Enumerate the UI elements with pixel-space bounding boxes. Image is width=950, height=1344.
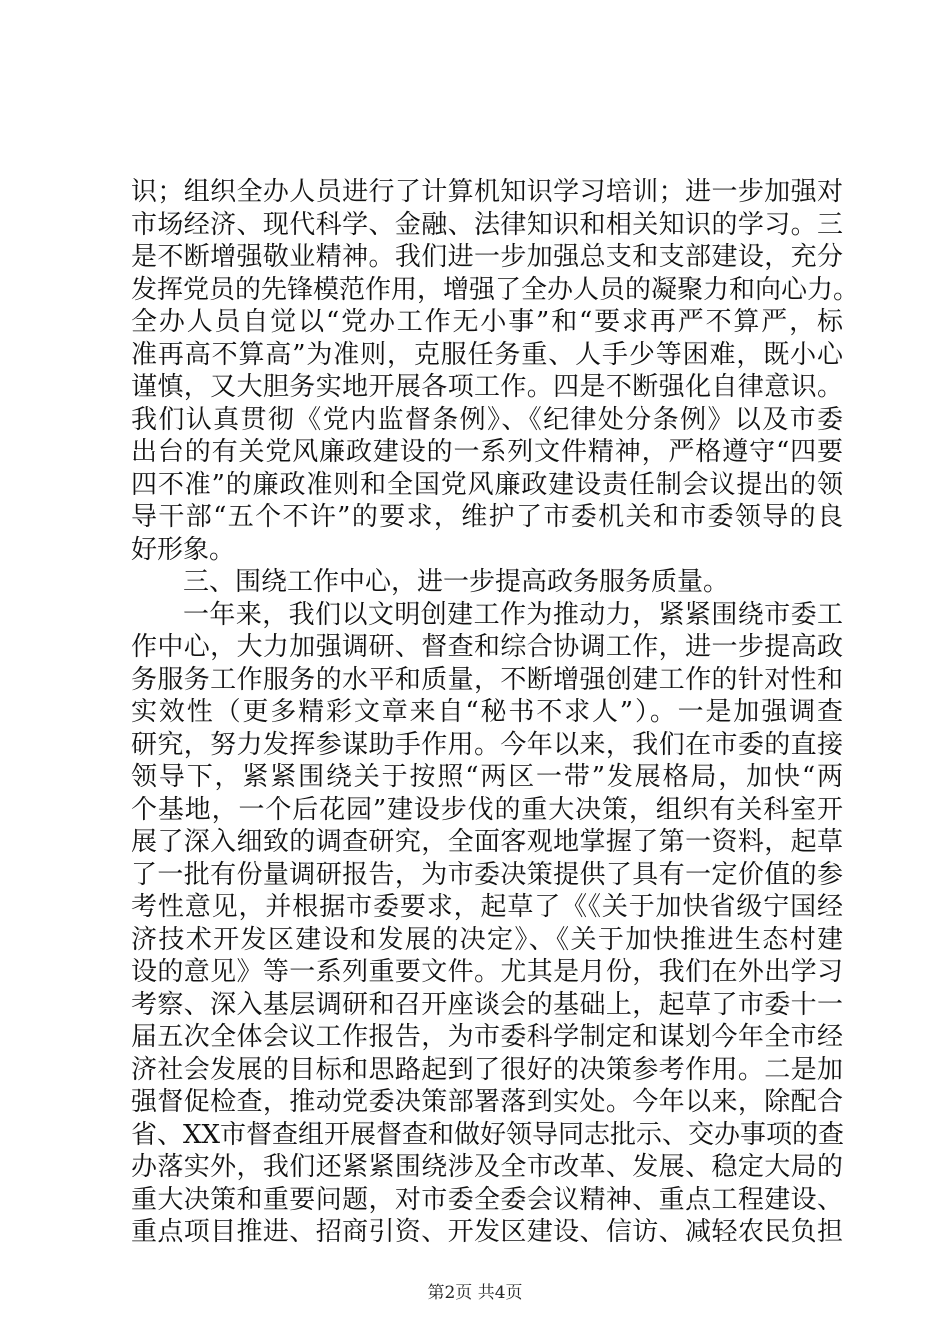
- text-line: 四不准”的廉政准则和全国党风廉政建设责任制会议提出的领: [131, 469, 843, 500]
- text-line: 作中心，大力加强调研、督查和综合协调工作，进一步提高政: [131, 632, 843, 662]
- body-text: [131, 176, 860, 1249]
- text-line: 全办人员自觉以“党办工作无小事”和“要求再严不算严，标: [131, 307, 843, 337]
- text-line: 研究，努力发挥参谋助手作用。今年以来，我们在市委的直接: [131, 729, 843, 760]
- text-line: 领导下，紧紧围绕关于按照“两区一带”发展格局，加快“两: [131, 762, 843, 792]
- text-line: 准再高不算高”为准则，克服任务重、人手少等困难，既小心: [131, 339, 843, 370]
- text-line: 出台的有关党风廉政建设的一系列文件精神，严格遵守“四要: [131, 437, 843, 467]
- text-line: 考性意见，并根据市委要求，起草了《《关于加快省级宁国经: [131, 892, 843, 922]
- text-line: 实效性（更多精彩文章来自“秘书不求人”）。一是加强调查: [131, 697, 843, 727]
- text-line: 谨慎，又大胆务实地开展各项工作。四是不断强化自律意识。: [131, 372, 843, 402]
- text-line: 重点项目推进、招商引资、开发区建设、信访、减轻农民负担: [131, 1217, 843, 1247]
- text-line: 了一批有份量调研报告，为市委决策提供了具有一定价值的参: [131, 859, 843, 890]
- text-line: 济技术开发区建设和发展的决定》、《关于加快推进生态村建: [131, 924, 843, 955]
- text-line: 识；组织全办人员进行了计算机知识学习培训；进一步加强对: [131, 177, 843, 207]
- text-line: 导干部“五个不许”的要求，维护了市委机关和市委领导的良: [131, 502, 843, 532]
- text-line: 务服务工作服务的水平和质量，不断增强创建工作的针对性和: [131, 664, 843, 695]
- text-line: 一年来，我们以文明创建工作为推动力，紧紧围绕市委工: [183, 599, 843, 630]
- text-line: 济社会发展的目标和思路起到了很好的决策参考作用。二是加: [131, 1054, 843, 1085]
- text-line: 办落实外，我们还紧紧围绕涉及全市改革、发展、稳定大局的: [131, 1152, 843, 1182]
- text-line: 个基地，一个后花园”建设步伐的重大决策，组织有关科室开: [131, 794, 843, 825]
- text-line: 是不断增强敬业精神。我们进一步加强总支和支部建设，充分: [131, 242, 843, 272]
- text-line: 我们认真贯彻《党内监督条例》、《纪律处分条例》以及市委: [131, 404, 843, 435]
- text-line: 重大决策和重要问题，对市委全委会议精神、重点工程建设、: [131, 1184, 843, 1215]
- text-line: 发挥党员的先锋模范作用，增强了全办人员的凝聚力和向心力。: [131, 274, 860, 305]
- text-line: 强督促检查，推动党委决策部署落到实处。今年以来，除配合: [131, 1087, 843, 1117]
- page-number: 第2页 共4页: [427, 1283, 523, 1303]
- text-line: 好形象。: [131, 534, 236, 565]
- text-line: 展了深入细致的调查研究，全面客观地掌握了第一资料，起草: [131, 827, 843, 857]
- text-line: 届五次全体会议工作报告，为市委科学制定和谋划今年全市经: [131, 1022, 843, 1052]
- text-line: 设的意见》等一系列重要文件。尤其是月份，我们在外出学习: [131, 957, 843, 987]
- text-line: 考察、深入基层调研和召开座谈会的基础上，起草了市委十一: [131, 989, 843, 1020]
- text-line: 市场经济、现代科学、金融、法律知识和相关知识的学习。三: [131, 209, 843, 240]
- page-footer: [0, 1278, 950, 1303]
- section-heading: 三、围绕工作中心，进一步提高政务服务质量。: [183, 567, 730, 597]
- text-line: 省、XX市督查组开展督查和做好领导同志批示、交办事项的查: [131, 1119, 845, 1150]
